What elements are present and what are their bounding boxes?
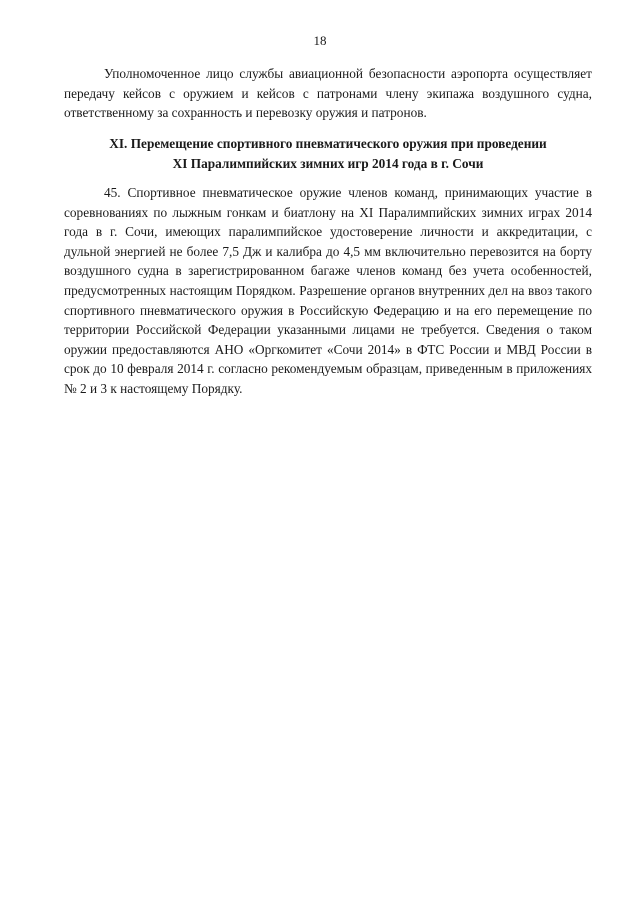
paragraph-security-transfer: Уполномоченное лицо службы авиационной безопасности аэропорта осуществляет передачу кейсов с оружием и кейсов с патронами члену экипажа воздушного судна, ответственному за сохранность и перевозку оружия и патронов.	[64, 66, 592, 121]
page-number: 18	[313, 33, 327, 48]
section-heading-line-2: XI Паралимпийских зимних игр 2014 года в г. Сочи	[172, 155, 484, 171]
section-heading	[64, 134, 592, 173]
section-heading-line-1: XI. Перемещение спортивного пневматического оружия при проведении	[109, 136, 547, 151]
paragraph-45: 45. Спортивное пневматическое оружие членов команд, принимающих участие в соревнованиях по лыжным гонкам и биатлону на XI Паралимпийских зимних играх 2014 года в г. Сочи, имеющих паралимпийское удостоверение личности и аккредитации, с дульной энергией не более 7,5 Дж и калибра до 4,5 мм включительно перевозится на борту воздушного судна в зарегистрированном багаже членов команд без учета особенностей, предусмотренных настоящим Порядком. Разрешение органов внутренних дел на ввоз такого спортивного пневматического оружия в Российскую Федерацию и на его перемещение по территории Российской Федерации указанными лицами не требуется. Сведения о таком оружии предоставляются АНО «Оргкомитет «Сочи 2014» в ФТС России и МВД России в срок до 10 февраля 2014 г. согласно рекомендуемым образцам, приведенным в приложениях № 2 и 3 к настоящему Порядку.	[64, 185, 592, 396]
